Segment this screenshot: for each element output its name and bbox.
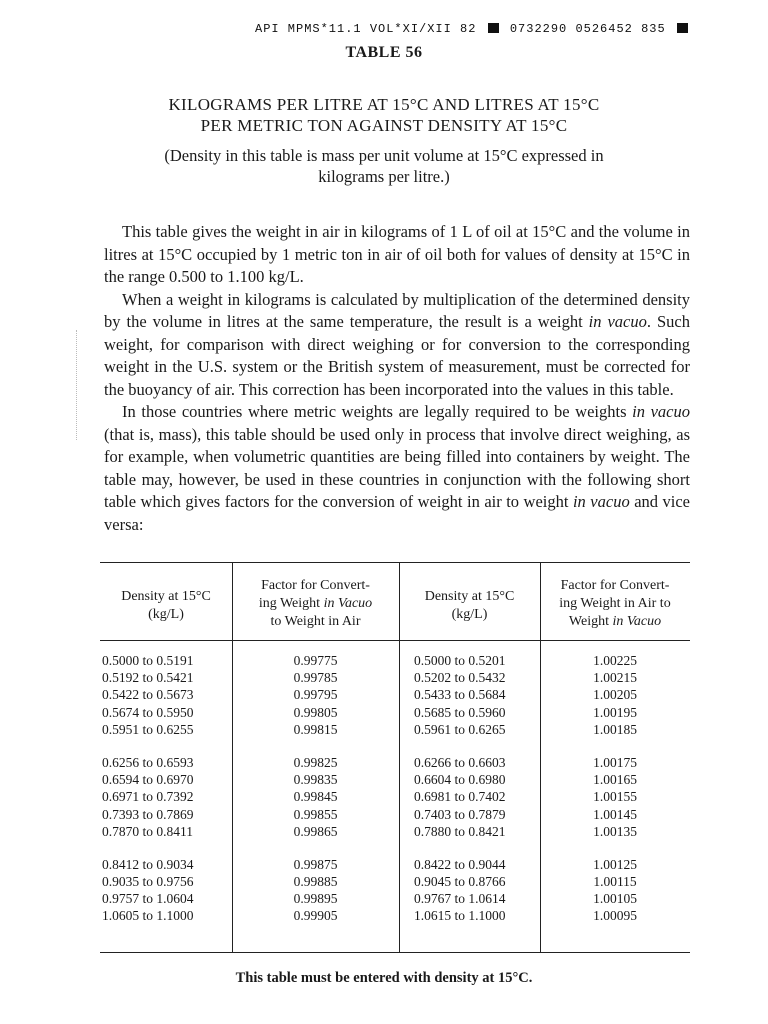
density-range-cell: 0.6981 to 0.7402 — [414, 789, 506, 805]
factor-cell: 1.00095 — [593, 908, 637, 924]
column-header-line: ing Weight in Air to — [559, 596, 671, 611]
factor-cell: 0.99775 — [293, 653, 338, 668]
factor-cell: 0.99825 — [293, 754, 338, 770]
column-header-density-1 — [100, 577, 232, 635]
column-header-line: Density at 15°C — [424, 589, 515, 604]
density-range-cell: 0.7880 to 0.8421 — [414, 823, 506, 839]
density-range-cell: 0.5685 to 0.5960 — [414, 704, 506, 720]
density-range-cell: 0.8412 to 0.9034 — [102, 856, 194, 872]
density-range-cell: 0.7870 to 0.8411 — [102, 823, 193, 839]
density-range-cell: 0.5674 to 0.5950 — [102, 704, 194, 720]
header-code-left: API MPMS*11.1 VOL*XI/XII 82 — [255, 22, 477, 36]
table-row-group — [102, 652, 230, 738]
column-header-text: ing Weight — [258, 596, 324, 611]
density-range-cell: 0.6594 to 0.6970 — [102, 772, 194, 788]
paragraph-3-text-a: In those countries where metric weights are legally required to be weights — [122, 402, 633, 421]
table-row-group — [414, 856, 540, 925]
column-header-factor-vacuo-to-air — [232, 577, 399, 635]
factor-cell: 0.99905 — [293, 908, 338, 924]
factor-cell: 0.99865 — [293, 823, 338, 839]
column-header-line: Density at 15°C — [121, 589, 211, 604]
factor-cell: 0.99885 — [293, 874, 338, 890]
factor-cell: 0.99895 — [293, 891, 338, 907]
table-row-group — [540, 652, 690, 738]
column-header-italic: in Vacuo — [612, 614, 662, 629]
subtitle — [0, 145, 768, 187]
density-range-cell: 0.5000 to 0.5201 — [414, 653, 506, 668]
table-bottom-rule — [100, 952, 690, 953]
column-header-density-2 — [399, 577, 540, 635]
density-range-cell: 0.7393 to 0.7869 — [102, 806, 194, 822]
table-row-group — [540, 856, 690, 925]
body-text — [104, 221, 690, 536]
paragraph-2 — [104, 289, 690, 402]
table-number: TABLE 56 — [345, 44, 423, 61]
table-row-group — [232, 856, 399, 925]
factor-cell: 0.99835 — [293, 772, 338, 788]
density-range-cell: 0.5951 to 0.6255 — [102, 721, 194, 737]
title-line-2: PER METRIC TON AGAINST DENSITY AT 15°C — [200, 116, 568, 135]
density-range-cell: 0.9757 to 1.0604 — [102, 891, 194, 907]
factor-cell: 1.00125 — [593, 856, 637, 872]
density-range-cell: 0.5202 to 0.5432 — [414, 670, 506, 686]
page-title — [0, 94, 768, 136]
document-header-code — [255, 22, 691, 36]
column-density-1 — [102, 652, 230, 941]
factor-cell: 0.99855 — [293, 806, 338, 822]
density-range-cell: 0.6604 to 0.6980 — [414, 772, 506, 788]
density-range-cell: 0.5961 to 0.6265 — [414, 721, 506, 737]
density-range-cell: 0.5192 to 0.5421 — [102, 670, 194, 686]
factor-cell: 1.00225 — [593, 653, 637, 668]
paragraph-3-italic-1: in vacuo — [632, 402, 691, 421]
factor-cell: 1.00185 — [593, 721, 637, 737]
header-code-right: 0732290 0526452 835 — [509, 22, 666, 36]
paragraph-3-text-b: (that is, mass), this table should be used only in process that involve direct weighing, as for example, when volumetric quantities are being filled into containers by weight. The table may, however, be used in these countries in conjunction with the following short table which gives factors for the conversion of weight in air to weight — [104, 424, 690, 511]
density-range-cell: 0.7403 to 0.7879 — [414, 806, 506, 822]
factor-cell: 1.00135 — [593, 823, 637, 839]
paragraph-2-text-a: When a weight in kilograms is calculated by multiplication of the determined density by the volume in litres at the same temperature, the result is a weight — [104, 289, 690, 331]
table-row-group — [414, 754, 540, 840]
column-header-italic: in Vacuo — [323, 596, 373, 611]
paragraph-2-italic: in vacuo — [588, 312, 647, 331]
column-header-text: Weight — [568, 614, 613, 629]
factor-cell: 1.00145 — [593, 806, 637, 822]
density-range-cell: 0.6266 to 0.6603 — [414, 754, 506, 770]
column-header-line: (kg/L) — [451, 607, 488, 622]
density-range-cell: 1.0605 to 1.1000 — [102, 908, 194, 924]
density-range-cell: 0.9035 to 0.9756 — [102, 874, 194, 890]
density-range-cell: 0.9767 to 1.0614 — [414, 891, 506, 907]
density-range-cell: 0.5000 to 0.5191 — [102, 653, 194, 668]
factor-cell: 1.00105 — [593, 891, 637, 907]
black-block-mark — [677, 23, 688, 33]
factor-cell: 1.00115 — [593, 874, 637, 890]
factor-cell: 0.99845 — [293, 789, 338, 805]
density-range-cell: 0.6971 to 0.7392 — [102, 789, 194, 805]
factor-cell: 0.99815 — [293, 721, 338, 737]
paragraph-3-italic-2: in vacuo — [572, 492, 630, 511]
column-header-line: Factor for Convert- — [261, 578, 370, 593]
factor-cell: 1.00195 — [593, 704, 637, 720]
column-factor-vacuo-to-air — [232, 652, 399, 941]
column-header-factor-air-to-vacuo — [540, 577, 690, 635]
factor-cell: 0.99875 — [293, 856, 338, 872]
factor-cell: 1.00205 — [593, 687, 637, 703]
title-line-1: KILOGRAMS PER LITRE AT 15°C AND LITRES AT 15°C — [168, 95, 600, 114]
column-header-line: (kg/L) — [148, 607, 184, 622]
factor-cell: 1.00165 — [593, 772, 637, 788]
table-row-group — [232, 652, 399, 738]
density-range-cell: 1.0615 to 1.1000 — [414, 908, 506, 924]
density-range-cell: 0.8422 to 0.9044 — [414, 856, 506, 872]
column-header-line: Factor for Convert- — [560, 578, 670, 593]
margin-dots-decoration — [76, 330, 78, 440]
density-range-cell: 0.5433 to 0.5684 — [414, 687, 506, 703]
table-row-group — [540, 754, 690, 840]
table-top-rule — [100, 562, 690, 563]
table-header-rule — [100, 640, 690, 641]
table-row-group — [102, 856, 230, 925]
table-row-group — [232, 754, 399, 840]
column-header-line — [559, 613, 670, 631]
paragraph-3 — [104, 401, 690, 536]
column-header-line — [259, 595, 372, 613]
black-block-mark — [488, 23, 499, 33]
column-density-2 — [414, 652, 540, 941]
factor-cell: 1.00155 — [593, 789, 637, 805]
density-range-cell: 0.6256 to 0.6593 — [102, 754, 194, 770]
factor-cell: 0.99785 — [293, 670, 338, 686]
paragraph-3-text-c: and vice versa: — [104, 492, 690, 534]
factor-cell: 0.99795 — [293, 687, 338, 703]
column-factor-air-to-vacuo — [540, 652, 690, 941]
factor-cell: 0.99805 — [293, 704, 338, 720]
subtitle-line-2: kilograms per litre.) — [318, 167, 450, 186]
paragraph-1: This table gives the weight in air in kilograms of 1 L of oil at 15°C and the volume in litres at 15°C occupied by 1 metric ton in air of oil both for values of density at 15°C in the range 0.500 to 1.100 kg/L. — [104, 222, 690, 286]
column-header-line: to Weight in Air — [270, 614, 361, 629]
subtitle-line-1: (Density in this table is mass per unit volume at 15°C expressed in — [164, 146, 604, 165]
table-row-group — [414, 652, 540, 738]
factor-cell: 1.00215 — [593, 670, 637, 686]
table-row-group — [102, 754, 230, 840]
density-range-cell: 0.9045 to 0.8766 — [414, 874, 506, 890]
factor-cell: 1.00175 — [593, 754, 637, 770]
density-range-cell: 0.5422 to 0.5673 — [102, 687, 194, 703]
paragraph-2-text-b: . Such weight, for comparison with direct weighing or for conversion to the corresponding weight in the U.S. system or the British system of measurement, must be corrected for the buoyancy of air. This correction has been incorporated into the values in this table. — [104, 312, 690, 399]
table-footnote: This table must be entered with density at 15°C. — [235, 970, 533, 986]
